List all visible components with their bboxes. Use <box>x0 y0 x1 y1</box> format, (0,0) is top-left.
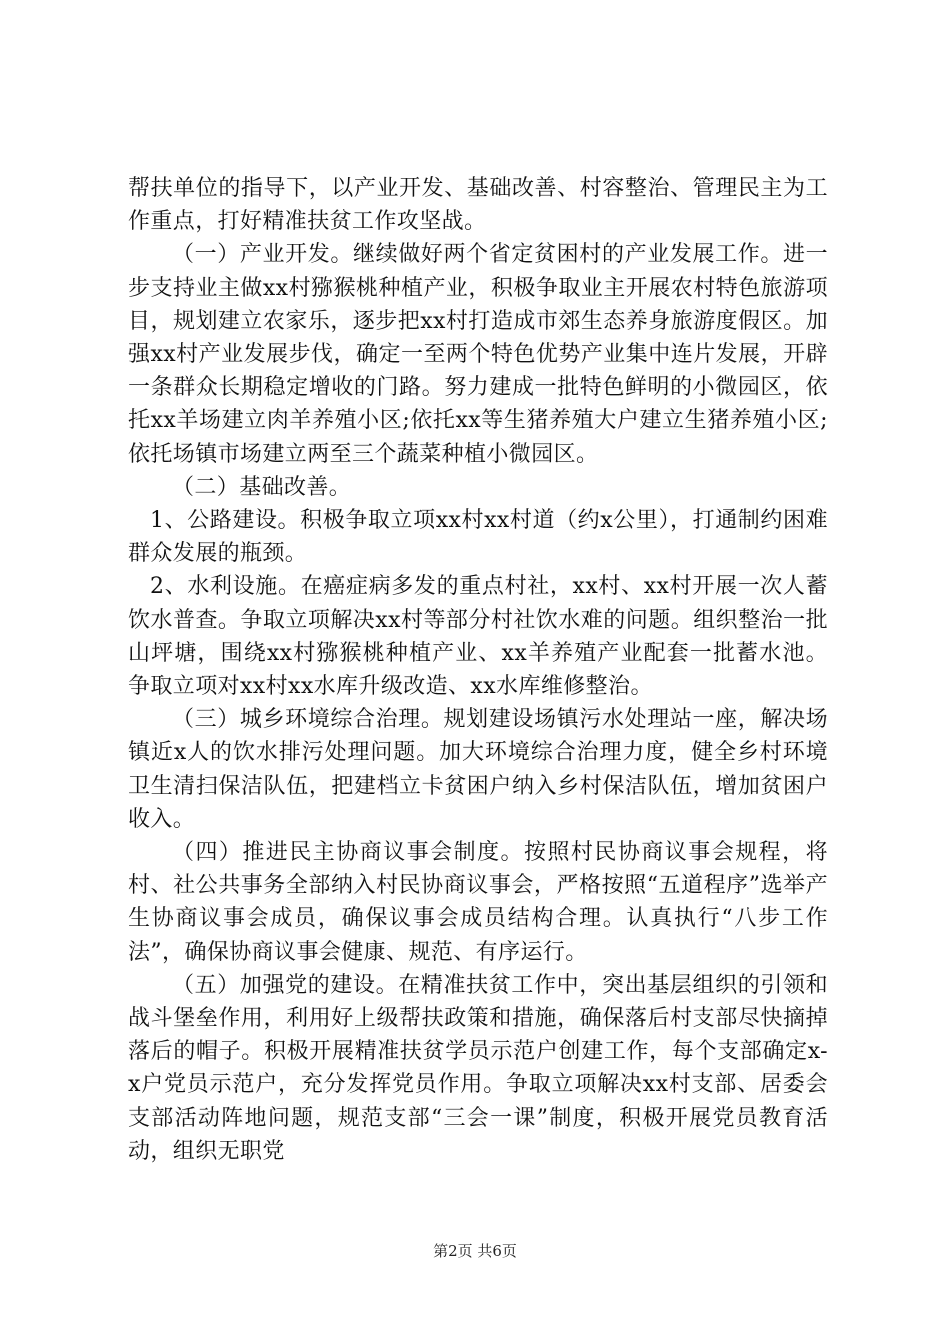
paragraph-water-facilities: 2、水利设施。在癌症病多发的重点村社，xx村、xx村开展一次人蓄饮水普查。争取立项解决xx村等部分村社饮水难的问题。组织整治一批山坪塘，围绕xx村猕猴桃种植产业、xx羊养殖产业配套一批蓄水池。争取立项对xx村xx水库升级改造、xx水库维修整治。 <box>128 574 828 700</box>
paragraph-democratic-council: （四）推进民主协商议事会制度。按照村民协商议事会规程，将村、社公共事务全部纳入村民协商议事会，严格按照“五道程序”选举产生协商议事会成员，确保议事会成员结构合理。认真执行“八步工作法”，确保协商议事会健康、规范、有序运行。 <box>128 840 828 965</box>
paragraph-intro: 帮扶单位的指导下，以产业开发、基础改善、村容整治、管理民主为工作重点，打好精准扶贫工作攻坚战。 <box>128 176 828 235</box>
paragraph-road-construction: 1、公路建设。积极争取立项xx村xx村道（约x公里），打通制约困难群众发展的瓶颈。 <box>128 508 828 567</box>
paragraph-environment-governance: （三）城乡环境综合治理。规划建设场镇污水处理站一座，解决场镇近x人的饮水排污处理问题。加大环境综合治理力度，健全乡村环境卫生清扫保洁队伍，把建档立卡贫困户纳入乡村保洁队伍，增加贫困户收入。 <box>128 707 828 832</box>
paragraph-infrastructure-heading: （二）基础改善。 <box>172 474 352 500</box>
page-footer: 第2页 共6页 <box>433 1242 517 1260</box>
document-body <box>128 172 828 1168</box>
paragraph-industry-development: （一）产业开发。继续做好两个省定贫困村的产业发展工作。进一步支持业主做xx村猕猴桃种植产业，积极争取业主开展农村特色旅游项目，规划建立农家乐，逐步把xx村打造成市郊生态养身旅游度假区。加强xx村产业发展步伐，确定一至两个特色优势产业集中连片发展，开辟一条群众长期稳定增收的门路。努力建成一批特色鲜明的小微园区，依托xx羊场建立肉羊养殖小区;依托xx等生猪养殖大户建立生猪养殖小区;依托场镇市场建立两至三个蔬菜种植小微园区。 <box>128 242 828 467</box>
paragraph-party-building: （五）加强党的建设。在精准扶贫工作中，突出基层组织的引领和战斗堡垒作用，利用好上级帮扶政策和措施，确保落后村支部尽快摘掉落后的帽子。积极开展精准扶贫学员示范户创建工作，每个支部确定x-x户党员示范户，充分发挥党员作用。争取立项解决xx村支部、居委会支部活动阵地问题，规范支部“三会一课”制度，积极开展党员教育活动，组织无职党 <box>128 972 828 1164</box>
